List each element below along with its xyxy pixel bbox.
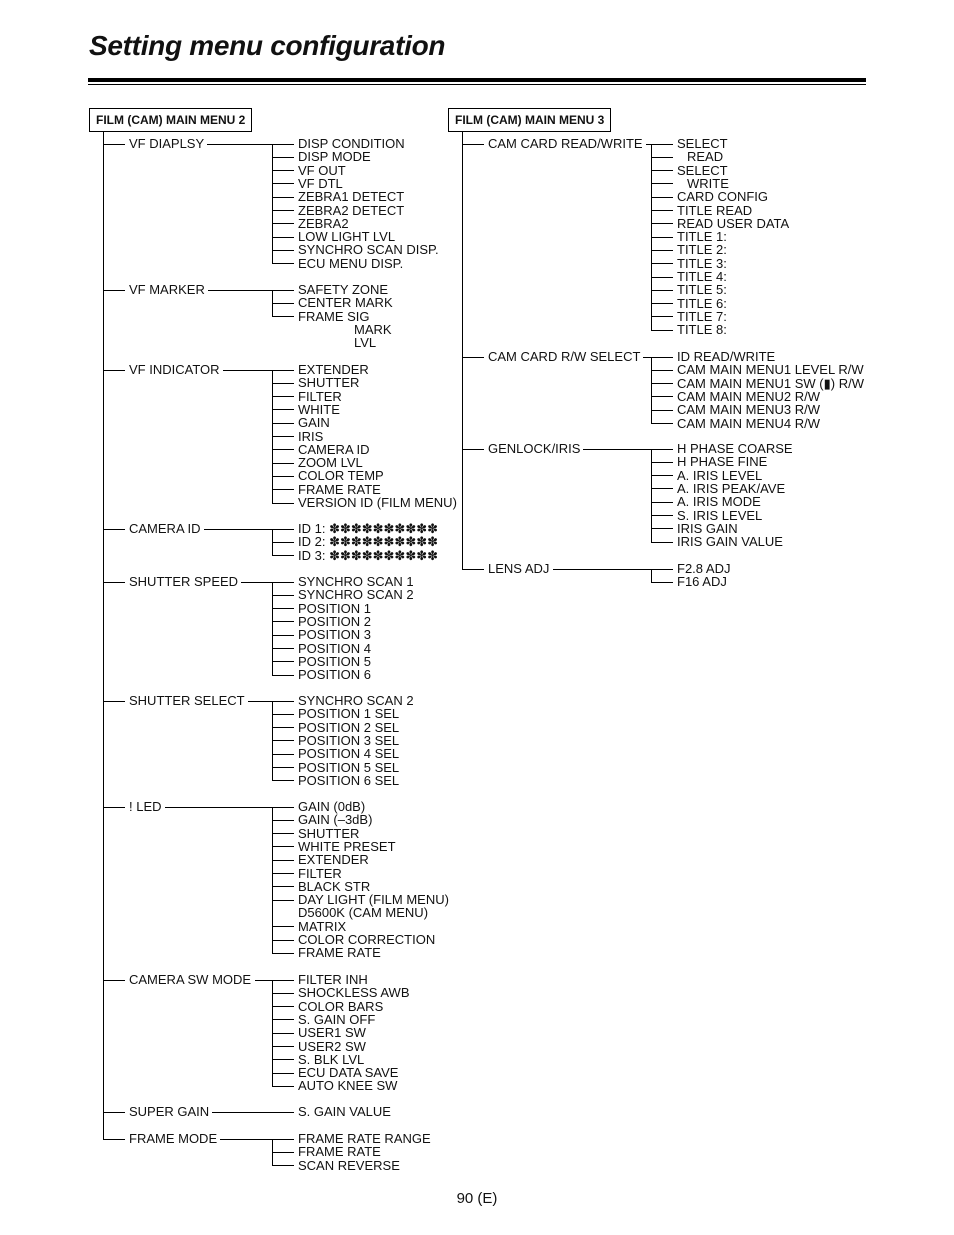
submenu-tick-line [272, 833, 294, 834]
submenu-item-label: POSITION 4 [298, 640, 371, 656]
submenu-tick-line [651, 462, 673, 463]
submenu-item-label: USER2 SW [298, 1038, 366, 1054]
submenu-tick-line [651, 210, 673, 211]
submenu-tick-line [272, 197, 294, 198]
submenu-item-label: FILTER [298, 388, 342, 404]
submenu-item-label: VF OUT [298, 162, 346, 178]
submenu-tick-line [651, 528, 673, 529]
submenu-item-label: POSITION 4 SEL [298, 746, 400, 762]
item-connector-line [223, 370, 294, 371]
item-tick-line [462, 144, 484, 145]
submenu-tick-line [651, 475, 673, 476]
submenu-item-label: BLACK STR [298, 878, 371, 894]
item-connector-line [207, 144, 294, 145]
submenu-branch-line [272, 290, 273, 318]
submenu-item-label: S. BLK LVL [298, 1051, 365, 1067]
submenu-tick-line [272, 157, 294, 158]
submenu-tick-line [272, 1019, 294, 1020]
submenu-tick-line [272, 250, 294, 251]
submenu-tick-line [272, 860, 294, 861]
submenu-tick-line [272, 608, 294, 609]
submenu-tick-line [651, 488, 673, 489]
submenu-tick-line [651, 330, 673, 331]
submenu-item-label: SCAN REVERSE [298, 1157, 400, 1173]
submenu-tick-line [651, 263, 673, 264]
submenu-tick-line [272, 767, 294, 768]
menu-item-label: VF MARKER [129, 282, 205, 297]
item-tick-line [462, 357, 484, 358]
submenu-item-label: MARK [354, 321, 392, 337]
submenu-item-label: READ [687, 149, 724, 165]
submenu-item-label: CAM MAIN MENU3 R/W [677, 402, 820, 418]
submenu-item-label: WHITE PRESET [298, 838, 396, 854]
submenu-branch-line [272, 529, 273, 557]
item-tick-line [103, 980, 125, 981]
submenu-tick-line [272, 409, 294, 410]
submenu-item-label: EXTENDER [298, 362, 369, 377]
submenu-item-label: POSITION 6 SEL [298, 772, 400, 788]
submenu-item-label: SHUTTER [298, 825, 360, 841]
submenu-tick-line [651, 396, 673, 397]
item-connector-line [553, 569, 673, 570]
submenu-tick-line [272, 396, 294, 397]
item-connector-line [212, 1112, 294, 1113]
submenu-item-label: POSITION 5 [298, 653, 371, 669]
submenu-item-label: SYNCHRO SCAN DISP. [298, 242, 439, 258]
submenu-item-label: ZEBRA2 [298, 215, 349, 231]
submenu-tick-line [272, 940, 294, 941]
submenu-item-label: IRIS [298, 428, 324, 444]
submenu-tick-line [651, 410, 673, 411]
submenu-item-label: CAM MAIN MENU1 SW (▮) R/W [677, 375, 864, 391]
submenu-branch-line [272, 582, 273, 676]
submenu-tick-line [272, 886, 294, 887]
menu-item-label: GENLOCK/IRIS [488, 441, 581, 456]
submenu-tick-line [272, 1073, 294, 1074]
submenu-tick-line [272, 223, 294, 224]
submenu-tick-line [272, 621, 294, 622]
submenu-item-label: ID 1: ✽✽✽✽✽✽✽✽✽✽ [298, 521, 438, 536]
submenu-tick-line [651, 542, 673, 543]
submenu-tick-line [651, 502, 673, 503]
submenu-tick-line [272, 993, 294, 994]
submenu-item-label: FRAME RATE [298, 945, 381, 961]
submenu-item-label: POSITION 3 [298, 627, 371, 643]
submenu-item-label: ZEBRA2 DETECT [298, 202, 405, 218]
submenu-tick-line [651, 250, 673, 251]
submenu-tick-line [272, 476, 294, 477]
submenu-item-label: ECU MENU DISP. [298, 255, 404, 271]
item-connector-line [220, 1139, 294, 1140]
submenu-branch-line [272, 807, 273, 954]
submenu-branch-line [272, 370, 273, 504]
submenu-tick-line [272, 846, 294, 847]
menu-item-label: CAM CARD R/W SELECT [488, 349, 641, 364]
submenu-tick-line [651, 370, 673, 371]
item-tick-line [103, 1139, 125, 1140]
item-connector-line [248, 701, 294, 702]
submenu-item-label: TITLE READ [677, 202, 753, 218]
submenu-item-label: POSITION 6 [298, 667, 371, 683]
submenu-tick-line [651, 157, 673, 158]
submenu-item-label: SYNCHRO SCAN 1 [298, 574, 414, 589]
submenu-item-label: READ USER DATA [677, 215, 790, 231]
submenu-item-label: SHOCKLESS AWB [298, 985, 410, 1001]
submenu-item-label: SYNCHRO SCAN 2 [298, 587, 414, 603]
item-tick-line [103, 529, 125, 530]
submenu-item-label: TITLE 7: [677, 308, 727, 324]
item-connector-line [646, 144, 673, 145]
submenu-item-label: POSITION 2 SEL [298, 719, 400, 735]
submenu-tick-line [272, 316, 294, 317]
submenu-item-label: COLOR BARS [298, 998, 384, 1014]
submenu-tick-line [651, 383, 673, 384]
submenu-item-label: MATRIX [298, 918, 347, 934]
submenu-tick-line [651, 197, 673, 198]
submenu-item-label: FRAME RATE RANGE [298, 1131, 431, 1146]
submenu-item-label: GAIN [298, 415, 330, 431]
submenu-item-label: TITLE 2: [677, 242, 727, 258]
submenu-branch-line [651, 449, 652, 543]
submenu-tick-line [272, 489, 294, 490]
submenu-item-label: S. GAIN VALUE [298, 1104, 391, 1119]
submenu-item-label: D5600K (CAM MENU) [298, 905, 429, 921]
submenu-tick-line [651, 277, 673, 278]
menu-trunk-line [103, 132, 104, 1139]
submenu-item-label: FRAME RATE [298, 1144, 381, 1160]
menu-item-label: CAMERA SW MODE [129, 972, 252, 987]
submenu-item-label: SHUTTER [298, 375, 360, 391]
submenu-item-label: FILTER INH [298, 972, 368, 987]
submenu-branch-line [651, 357, 652, 425]
item-connector-line [583, 449, 673, 450]
submenu-item-label: H PHASE FINE [677, 454, 768, 470]
page-number: 90 (E) [456, 1190, 498, 1207]
submenu-item-label: IRIS GAIN [677, 520, 738, 536]
submenu-item-label: CARD CONFIG [677, 189, 768, 205]
menu-item-label: CAMERA ID [129, 521, 201, 536]
submenu-item-label: H PHASE COARSE [677, 441, 793, 456]
submenu-item-label: SELECT [677, 162, 728, 178]
submenu-tick-line [272, 714, 294, 715]
submenu-item-label: GAIN (–3dB) [298, 812, 373, 828]
submenu-item-label: ID 3: ✽✽✽✽✽✽✽✽✽✽ [298, 547, 438, 563]
menu-item-label: LENS ADJ [488, 561, 550, 576]
submenu-tick-line [651, 290, 673, 291]
submenu-tick-line [651, 582, 673, 583]
submenu-item-label: LOW LIGHT LVL [298, 229, 396, 245]
item-tick-line [462, 449, 484, 450]
submenu-item-label: CAM MAIN MENU2 R/W [677, 388, 820, 404]
submenu-tick-line [272, 953, 294, 954]
submenu-tick-line [272, 1006, 294, 1007]
submenu-tick-line [272, 740, 294, 741]
submenu-tick-line [272, 1046, 294, 1047]
submenu-tick-line [651, 423, 673, 424]
submenu-tick-line [651, 223, 673, 224]
submenu-item-label: TITLE 3: [677, 255, 727, 271]
item-connector-line [204, 529, 294, 530]
submenu-item-label: CENTER MARK [298, 295, 393, 311]
submenu-item-label: LVL [354, 335, 377, 351]
submenu-item-label: IRIS GAIN VALUE [677, 534, 783, 550]
submenu-item-label: ZOOM LVL [298, 455, 363, 471]
submenu-tick-line [272, 1152, 294, 1153]
menu-item-label: VF DIAPLSY [129, 136, 205, 151]
submenu-tick-line [651, 237, 673, 238]
menu-item-label: VF INDICATOR [129, 362, 220, 377]
submenu-item-label: EXTENDER [298, 852, 369, 868]
submenu-tick-line [272, 423, 294, 424]
item-connector-line [643, 357, 673, 358]
submenu-tick-line [272, 675, 294, 676]
submenu-tick-line [651, 170, 673, 171]
submenu-tick-line [272, 595, 294, 596]
submenu-item-label: GAIN (0dB) [298, 799, 366, 814]
submenu-item-label: POSITION 5 SEL [298, 759, 400, 775]
submenu-tick-line [272, 900, 294, 901]
menu-item-label: SHUTTER SELECT [129, 693, 245, 708]
item-tick-line [103, 370, 125, 371]
submenu-item-label: TITLE 8: [677, 322, 727, 338]
submenu-item-label: SAFETY ZONE [298, 282, 389, 297]
submenu-tick-line [651, 183, 673, 184]
submenu-item-label: F2.8 ADJ [677, 561, 731, 576]
submenu-tick-line [272, 873, 294, 874]
submenu-tick-line [272, 303, 294, 304]
menu-trunk-line [462, 132, 463, 569]
submenu-tick-line [272, 383, 294, 384]
submenu-item-label: TITLE 4: [677, 269, 727, 284]
menu-item-label: SHUTTER SPEED [129, 574, 239, 589]
item-tick-line [103, 144, 125, 145]
submenu-item-label: DISP MODE [298, 149, 371, 165]
submenu-tick-line [272, 555, 294, 556]
item-tick-line [103, 1112, 125, 1113]
submenu-tick-line [272, 648, 294, 649]
submenu-branch-line [272, 1139, 273, 1167]
item-tick-line [103, 290, 125, 291]
menu-item-label: ! LED [129, 799, 162, 814]
menu-item-label: SUPER GAIN [129, 1104, 210, 1119]
item-tick-line [103, 807, 125, 808]
submenu-item-label: A. IRIS MODE [677, 494, 761, 510]
submenu-tick-line [272, 183, 294, 184]
submenu-tick-line [651, 515, 673, 516]
submenu-tick-line [272, 1059, 294, 1060]
submenu-item-label: TITLE 1: [677, 229, 727, 245]
submenu-tick-line [272, 542, 294, 543]
submenu-item-label: POSITION 1 SEL [298, 706, 400, 722]
item-connector-line [255, 980, 294, 981]
submenu-tick-line [272, 727, 294, 728]
submenu-branch-line [272, 980, 273, 1087]
menu-item-label: FRAME MODE [129, 1131, 218, 1146]
submenu-tick-line [272, 170, 294, 171]
submenu-item-label: TITLE 6: [677, 295, 727, 311]
submenu-tick-line [651, 316, 673, 317]
submenu-tick-line [272, 210, 294, 211]
submenu-item-label: VF DTL [298, 175, 343, 191]
submenu-item-label: S. IRIS LEVEL [677, 507, 763, 523]
submenu-item-label: COLOR TEMP [298, 468, 384, 484]
item-tick-line [103, 582, 125, 583]
submenu-tick-line [272, 1086, 294, 1087]
submenu-branch-line [272, 144, 273, 265]
submenu-item-label: FRAME SIG [298, 308, 370, 324]
item-tick-line [462, 569, 484, 570]
submenu-branch-line [651, 144, 652, 331]
submenu-branch-line [651, 569, 652, 583]
submenu-tick-line [272, 463, 294, 464]
submenu-item-label: COLOR CORRECTION [298, 932, 436, 947]
submenu-tick-line [272, 503, 294, 504]
submenu-item-label: FILTER [298, 865, 342, 881]
submenu-item-label: ZEBRA1 DETECT [298, 189, 405, 205]
submenu-item-label: VERSION ID (FILM MENU) [298, 495, 457, 510]
submenu-item-label: DAY LIGHT (FILM MENU) [298, 892, 449, 908]
item-tick-line [103, 701, 125, 702]
submenu-item-label: USER1 SW [298, 1025, 366, 1041]
submenu-item-label: WRITE [687, 175, 729, 191]
submenu-tick-line [651, 303, 673, 304]
submenu-item-label: POSITION 3 SEL [298, 732, 400, 748]
submenu-tick-line [272, 436, 294, 437]
submenu-item-label: CAM MAIN MENU4 R/W [677, 415, 820, 431]
submenu-item-label: ID READ/WRITE [677, 349, 776, 364]
menu-header-box: FILM (CAM) MAIN MENU 3 [448, 108, 611, 132]
submenu-item-label: SYNCHRO SCAN 2 [298, 693, 414, 708]
submenu-item-label: POSITION 1 [298, 600, 371, 616]
submenu-tick-line [272, 820, 294, 821]
submenu-item-label: CAM MAIN MENU1 LEVEL R/W [677, 362, 864, 378]
submenu-item-label: ID 2: ✽✽✽✽✽✽✽✽✽✽ [298, 534, 438, 550]
submenu-item-label: F16 ADJ [677, 574, 727, 590]
submenu-tick-line [272, 635, 294, 636]
submenu-tick-line [272, 780, 294, 781]
item-connector-line [165, 807, 294, 808]
submenu-tick-line [272, 661, 294, 662]
menu-header-box: FILM (CAM) MAIN MENU 2 [89, 108, 252, 132]
menu-item-label: CAM CARD READ/WRITE [488, 136, 643, 151]
submenu-tick-line [272, 449, 294, 450]
submenu-item-label: S. GAIN OFF [298, 1011, 376, 1027]
submenu-tick-line [272, 237, 294, 238]
submenu-tick-line [272, 754, 294, 755]
submenu-branch-line [272, 701, 273, 782]
submenu-item-label: A. IRIS PEAK/AVE [677, 480, 786, 496]
item-connector-line [208, 290, 294, 291]
submenu-tick-line [272, 263, 294, 264]
submenu-tick-line [272, 1165, 294, 1166]
submenu-item-label: DISP CONDITION [298, 136, 405, 151]
submenu-tick-line [272, 1033, 294, 1034]
item-connector-line [241, 582, 294, 583]
submenu-item-label: SELECT [677, 136, 728, 151]
submenu-item-label: FRAME RATE [298, 481, 381, 497]
submenu-item-label: POSITION 2 [298, 613, 371, 629]
submenu-item-label: TITLE 5: [677, 282, 727, 298]
submenu-item-label: CAMERA ID [298, 441, 370, 457]
submenu-item-label: WHITE [298, 401, 340, 417]
submenu-item-label: ECU DATA SAVE [298, 1065, 399, 1081]
submenu-item-label: AUTO KNEE SW [298, 1078, 398, 1094]
submenu-tick-line [272, 926, 294, 927]
page-title: Setting menu configuration [89, 30, 446, 61]
submenu-item-label: A. IRIS LEVEL [677, 467, 763, 483]
